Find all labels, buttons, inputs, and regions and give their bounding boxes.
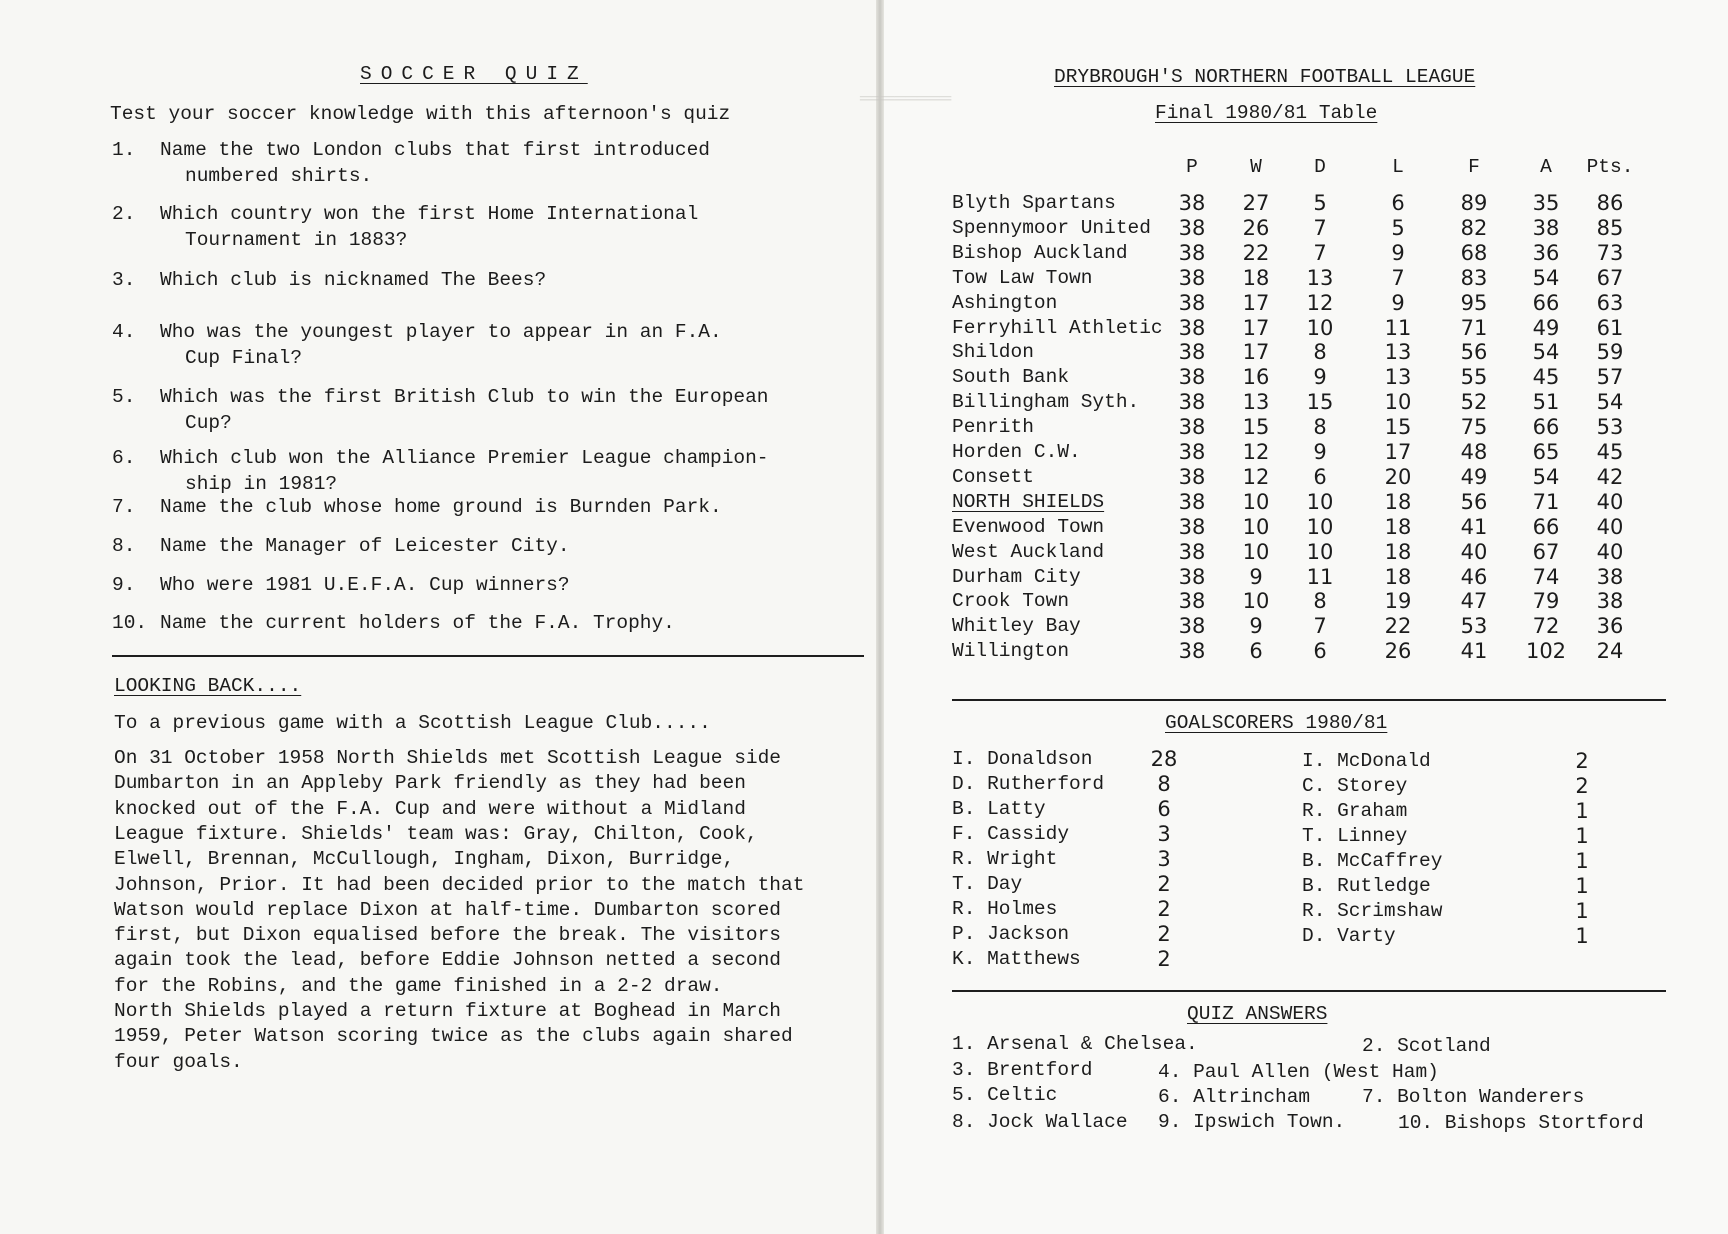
table-cell: 74 <box>1532 564 1560 589</box>
table-cell: 8 <box>1313 589 1327 614</box>
scorer-name: T. Linney <box>1302 825 1408 847</box>
table-cell: 17 <box>1242 340 1270 365</box>
table-cell: 71 <box>1460 315 1488 340</box>
scorer-goals: 6 <box>1157 797 1171 821</box>
scorer-goals: 2 <box>1157 922 1171 946</box>
scorer-goals: 1 <box>1575 849 1589 873</box>
table-cell: 18 <box>1384 564 1412 589</box>
table-cell: 38 <box>1178 415 1206 440</box>
table-cell: 24 <box>1596 639 1624 664</box>
bleed-through-decoration: ════════ <box>860 88 952 110</box>
table-cell: 59 <box>1596 340 1624 365</box>
question-text: Which was the first British Club to win the European <box>160 386 769 408</box>
quiz-answer: 8. Jock Wallace <box>952 1111 1128 1133</box>
table-cell: 54 <box>1532 340 1560 365</box>
table-cell: 67 <box>1532 539 1560 564</box>
table-cell: 6 <box>1391 191 1405 215</box>
table-cell: 6 <box>1249 639 1263 664</box>
table-cell: 40 <box>1460 539 1488 564</box>
table-cell: 35 <box>1532 191 1560 215</box>
table-cell: 38 <box>1178 265 1206 290</box>
table-cell: 66 <box>1532 514 1560 539</box>
scorer-name: I. Donaldson <box>952 748 1093 770</box>
section-divider <box>952 699 1666 701</box>
table-cell: 95 <box>1460 290 1488 315</box>
column-header: D <box>1314 156 1326 178</box>
question-text-continued: Tournament in 1883? <box>185 229 408 251</box>
scorer-goals: 1 <box>1575 924 1589 948</box>
quiz-answer: 5. Celtic <box>952 1084 1058 1106</box>
question-number: 8. <box>112 535 136 557</box>
column-header: L <box>1392 156 1404 178</box>
team-name: Whitley Bay <box>952 615 1081 638</box>
table-cell: 47 <box>1460 589 1488 614</box>
quiz-answer: 1. Arsenal & Chelsea. <box>952 1033 1198 1055</box>
table-cell: 83 <box>1460 265 1488 290</box>
table-cell: 85 <box>1596 215 1624 240</box>
table-cell: 71 <box>1532 489 1560 514</box>
table-cell: 57 <box>1596 365 1624 390</box>
table-cell: 63 <box>1596 290 1624 315</box>
section-divider <box>112 655 864 657</box>
question-text: Which country won the first Home International <box>160 203 699 225</box>
goalscorers-title: GOALSCORERS 1980/81 <box>1165 712 1388 734</box>
table-cell: 66 <box>1532 290 1560 315</box>
table-cell: 38 <box>1178 240 1206 265</box>
team-name: Blyth Spartans <box>952 192 1116 214</box>
column-header: P <box>1186 156 1198 178</box>
question-text: Name the current holders of the F.A. Trophy. <box>160 612 675 634</box>
body-line: Watson would replace Dixon at half-time. Dumbarton scored <box>114 898 782 921</box>
table-cell: 38 <box>1178 315 1206 340</box>
table-cell: 12 <box>1242 440 1270 464</box>
table-cell: 38 <box>1178 639 1206 664</box>
table-cell: 41 <box>1460 639 1488 664</box>
table-cell: 73 <box>1596 240 1624 265</box>
question-text-continued: Cup? <box>185 412 232 434</box>
table-cell: 10 <box>1242 589 1270 614</box>
table-cell: 56 <box>1460 340 1488 365</box>
page-fold <box>876 0 884 1234</box>
table-cell: 86 <box>1596 191 1624 215</box>
table-cell: 38 <box>1178 440 1206 464</box>
table-cell: 38 <box>1178 539 1206 564</box>
quiz-answer: 4. Paul Allen (West Ham) <box>1158 1061 1439 1083</box>
table-cell: 9 <box>1313 440 1327 464</box>
table-cell: 8 <box>1313 415 1327 440</box>
question-number: 7. <box>112 496 136 518</box>
table-cell: 10 <box>1242 514 1270 539</box>
table-cell: 102 <box>1525 639 1567 664</box>
quiz-answer: 9. Ipswich Town. <box>1158 1111 1346 1133</box>
body-line: Elwell, Brennan, McCullough, Ingham, Dixon, Burridge, <box>114 848 735 871</box>
question-number: 4. <box>112 321 136 343</box>
question-number: 10. <box>112 612 148 634</box>
table-cell: 16 <box>1242 365 1270 390</box>
team-name: West Auckland <box>952 540 1105 563</box>
table-cell: 15 <box>1242 415 1270 440</box>
table-cell: 38 <box>1532 215 1560 240</box>
scorer-goals: 1 <box>1575 799 1589 823</box>
table-cell: 12 <box>1242 464 1270 489</box>
table-cell: 40 <box>1596 539 1624 564</box>
quiz-answer: 2. Scotland <box>1362 1035 1491 1057</box>
body-line: North Shields played a return fixture at Boghead in March <box>114 1000 782 1022</box>
team-name: Horden C.W. <box>952 441 1081 463</box>
table-cell: 38 <box>1178 191 1206 215</box>
table-cell: 6 <box>1313 639 1327 664</box>
table-cell: 17 <box>1384 440 1412 464</box>
table-cell: 10 <box>1306 514 1334 539</box>
table-cell: 66 <box>1532 415 1560 440</box>
table-cell: 18 <box>1384 539 1412 564</box>
table-cell: 13 <box>1242 390 1270 415</box>
table-cell: 40 <box>1596 489 1624 514</box>
column-header: Pts. <box>1586 156 1634 178</box>
question-text: Who were 1981 U.E.F.A. Cup winners? <box>160 574 570 596</box>
table-cell: 7 <box>1313 240 1327 265</box>
scorer-name: R. Wright <box>952 848 1058 870</box>
table-cell: 38 <box>1178 514 1206 539</box>
question-number: 6. <box>112 447 136 469</box>
team-name: Ferryhill Athletic <box>952 316 1163 339</box>
question-text: Which club won the Alliance Premier League champion- <box>160 447 769 469</box>
table-cell: 9 <box>1249 614 1263 639</box>
table-cell: 38 <box>1178 365 1206 390</box>
table-cell: 65 <box>1532 440 1560 464</box>
question-text-continued: numbered shirts. <box>185 165 373 187</box>
scorer-goals: 1 <box>1575 874 1589 898</box>
column-header: A <box>1540 156 1552 178</box>
table-cell: 12 <box>1306 290 1334 315</box>
table-cell: 18 <box>1384 514 1412 539</box>
table-cell: 38 <box>1178 215 1206 240</box>
scorer-name: F. Cassidy <box>952 823 1070 845</box>
table-cell: 38 <box>1596 564 1624 589</box>
team-name: Bishop Auckland <box>952 241 1128 264</box>
table-cell: 6 <box>1313 464 1327 489</box>
table-cell: 5 <box>1391 215 1405 240</box>
team-name: Willington <box>952 640 1070 663</box>
table-cell: 17 <box>1242 290 1270 315</box>
team-name: South Bank <box>952 366 1070 389</box>
scorer-name: C. Storey <box>1302 775 1408 797</box>
scorer-name: R. Scrimshaw <box>1302 900 1443 922</box>
table-cell: 68 <box>1460 240 1488 265</box>
scorer-name: B. Rutledge <box>1302 875 1431 897</box>
scorer-name: B. Latty <box>952 798 1046 820</box>
team-name: Crook Town <box>952 590 1070 613</box>
quiz-answer: 6. Altrincham <box>1158 1086 1311 1108</box>
question-text: Name the Manager of Leicester City. <box>160 535 570 557</box>
table-cell: 36 <box>1596 614 1624 639</box>
table-cell: 67 <box>1596 265 1624 290</box>
table-cell: 22 <box>1242 240 1270 265</box>
table-cell: 45 <box>1532 365 1560 390</box>
league-table-subtitle: Final 1980/81 Table <box>1155 102 1378 124</box>
quiz-title: SOCCER QUIZ <box>360 63 588 85</box>
table-cell: 10 <box>1384 390 1412 415</box>
quiz-answer: 10. Bishops Stortford <box>1398 1112 1644 1134</box>
team-name: Spennymoor United <box>952 216 1151 239</box>
table-cell: 38 <box>1596 589 1624 614</box>
table-cell: 56 <box>1460 489 1488 514</box>
body-line: On 31 October 1958 North Shields met Scottish League side <box>114 747 782 769</box>
table-cell: 22 <box>1384 614 1412 639</box>
table-cell: 38 <box>1178 589 1206 614</box>
team-name: Durham City <box>952 565 1081 588</box>
table-cell: 53 <box>1460 614 1488 639</box>
table-cell: 42 <box>1596 464 1624 489</box>
table-cell: 82 <box>1460 215 1488 240</box>
body-line: Johnson, Prior. It had been decided prior to the match that <box>114 873 805 896</box>
table-cell: 27 <box>1242 191 1270 215</box>
scorer-goals: 2 <box>1575 749 1589 773</box>
table-cell: 5 <box>1313 191 1327 215</box>
table-cell: 38 <box>1178 290 1206 315</box>
table-cell: 10 <box>1306 489 1334 514</box>
quiz-answers-title: QUIZ ANSWERS <box>1187 1003 1328 1025</box>
table-cell: 36 <box>1532 240 1560 265</box>
scorer-goals: 1 <box>1575 824 1589 848</box>
table-cell: 38 <box>1178 489 1206 514</box>
table-cell: 18 <box>1242 265 1270 290</box>
scorer-goals: 8 <box>1157 772 1171 796</box>
question-text: Name the two London clubs that first introduced <box>160 139 710 161</box>
scorer-name: K. Matthews <box>952 948 1081 970</box>
table-cell: 11 <box>1384 315 1412 340</box>
body-line: four goals. <box>114 1050 243 1073</box>
table-cell: 20 <box>1384 464 1412 489</box>
table-cell: 7 <box>1313 614 1327 639</box>
table-cell: 46 <box>1460 564 1488 589</box>
quiz-answer: 3. Brentford <box>952 1059 1093 1081</box>
question-number: 9. <box>112 574 136 596</box>
table-cell: 17 <box>1242 315 1270 340</box>
team-name: Penrith <box>952 416 1034 439</box>
scorer-name: P. Jackson <box>952 923 1070 945</box>
body-line: again took the lead, before Eddie Johnson netted a second <box>114 949 782 972</box>
table-cell: 15 <box>1306 390 1334 415</box>
table-cell: 40 <box>1596 514 1624 539</box>
scorer-goals: 2 <box>1157 947 1171 971</box>
question-number: 2. <box>112 203 136 225</box>
question-text: Which club is nicknamed The Bees? <box>160 269 547 291</box>
team-name: Evenwood Town <box>952 515 1105 538</box>
table-cell: 48 <box>1460 440 1488 464</box>
scorer-goals: 2 <box>1575 774 1589 798</box>
body-line: for the Robins, and the game finished in a 2-2 draw. <box>114 974 723 997</box>
table-cell: 54 <box>1532 464 1560 489</box>
looking-back-heading: LOOKING BACK.... <box>114 675 302 697</box>
table-cell: 7 <box>1313 215 1327 240</box>
scorer-goals: 28 <box>1150 747 1178 771</box>
table-cell: 15 <box>1384 415 1412 440</box>
table-cell: 38 <box>1178 464 1206 489</box>
table-cell: 10 <box>1242 539 1270 564</box>
table-cell: 9 <box>1391 240 1405 265</box>
table-cell: 49 <box>1532 315 1560 340</box>
table-cell: 18 <box>1384 489 1412 514</box>
table-cell: 54 <box>1532 265 1560 290</box>
scorer-name: D. Rutherford <box>952 773 1105 795</box>
table-cell: 26 <box>1242 215 1270 240</box>
scorer-name: I. McDonald <box>1302 750 1431 772</box>
table-cell: 41 <box>1460 514 1488 539</box>
table-cell: 45 <box>1596 440 1624 464</box>
question-text-continued: ship in 1981? <box>185 473 338 495</box>
scorer-name: T. Day <box>952 873 1023 895</box>
table-cell: 13 <box>1306 265 1334 290</box>
section-divider <box>952 990 1666 992</box>
body-line: knocked out of the F.A. Cup and were without a Midland <box>114 797 746 820</box>
table-cell: 38 <box>1178 340 1206 365</box>
table-cell: 10 <box>1306 539 1334 564</box>
table-cell: 38 <box>1178 564 1206 589</box>
table-cell: 7 <box>1391 265 1405 290</box>
question-text: Who was the youngest player to appear in an F.A. <box>160 321 722 343</box>
scorer-name: D. Varty <box>1302 925 1396 947</box>
table-cell: 89 <box>1460 191 1488 215</box>
table-cell: 53 <box>1596 415 1624 440</box>
table-cell: 10 <box>1306 315 1334 340</box>
league-title: DRYBROUGH'S NORTHERN FOOTBALL LEAGUE <box>1054 66 1476 88</box>
table-cell: 51 <box>1532 390 1560 415</box>
table-cell: 38 <box>1178 390 1206 415</box>
table-cell: 9 <box>1391 290 1405 315</box>
table-cell: 75 <box>1460 415 1488 440</box>
scorer-goals: 3 <box>1157 822 1171 846</box>
table-cell: 9 <box>1313 365 1327 390</box>
team-name: Consett <box>952 465 1034 488</box>
table-cell: 26 <box>1384 639 1412 664</box>
table-cell: 49 <box>1460 464 1488 489</box>
table-cell: 55 <box>1460 365 1488 390</box>
scorer-name: R. Holmes <box>952 898 1058 920</box>
scorer-goals: 2 <box>1157 872 1171 896</box>
question-number: 1. <box>112 139 136 161</box>
quiz-answer: 7. Bolton Wanderers <box>1362 1086 1585 1108</box>
body-line: Dumbarton in an Appleby Park friendly as they had been <box>114 772 746 795</box>
table-cell: 8 <box>1313 340 1327 365</box>
team-name: Ashington <box>952 291 1058 314</box>
scorer-goals: 3 <box>1157 847 1171 871</box>
scorer-name: B. McCaffrey <box>1302 850 1443 872</box>
table-cell: 10 <box>1242 489 1270 514</box>
table-cell: 72 <box>1532 614 1560 639</box>
question-text-continued: Cup Final? <box>185 347 303 369</box>
column-header: F <box>1468 156 1480 178</box>
table-cell: 13 <box>1384 340 1412 365</box>
team-name: Shildon <box>952 341 1034 364</box>
table-cell: 9 <box>1249 564 1263 589</box>
table-cell: 54 <box>1596 390 1624 415</box>
body-line: first, but Dixon equalised before the break. The visitors <box>114 924 782 947</box>
table-cell: 13 <box>1384 365 1412 390</box>
table-cell: 61 <box>1596 315 1624 340</box>
table-cell: 52 <box>1460 390 1488 415</box>
looking-back-subheading: To a previous game with a Scottish League Club..... <box>114 712 711 734</box>
question-number: 5. <box>112 386 136 408</box>
table-cell: 19 <box>1384 589 1412 614</box>
team-name: Billingham Syth. <box>952 391 1140 414</box>
body-line: League fixture. Shields' team was: Gray, Chilton, Cook, <box>114 822 758 845</box>
team-name-highlighted: NORTH SHIELDS <box>952 490 1105 513</box>
column-header: W <box>1250 156 1262 178</box>
team-name: Tow Law Town <box>952 266 1093 289</box>
question-text: Name the club whose home ground is Burnden Park. <box>160 496 722 518</box>
table-cell: 38 <box>1178 614 1206 639</box>
table-cell: 11 <box>1306 564 1334 589</box>
scorer-name: R. Graham <box>1302 800 1408 822</box>
scorer-goals: 2 <box>1157 897 1171 921</box>
table-cell: 79 <box>1532 589 1560 614</box>
body-line: 1959, Peter Watson scoring twice as the clubs again shared <box>114 1025 793 1048</box>
quiz-intro: Test your soccer knowledge with this afternoon's quiz <box>110 103 731 125</box>
scorer-goals: 1 <box>1575 899 1589 923</box>
question-number: 3. <box>112 269 136 291</box>
